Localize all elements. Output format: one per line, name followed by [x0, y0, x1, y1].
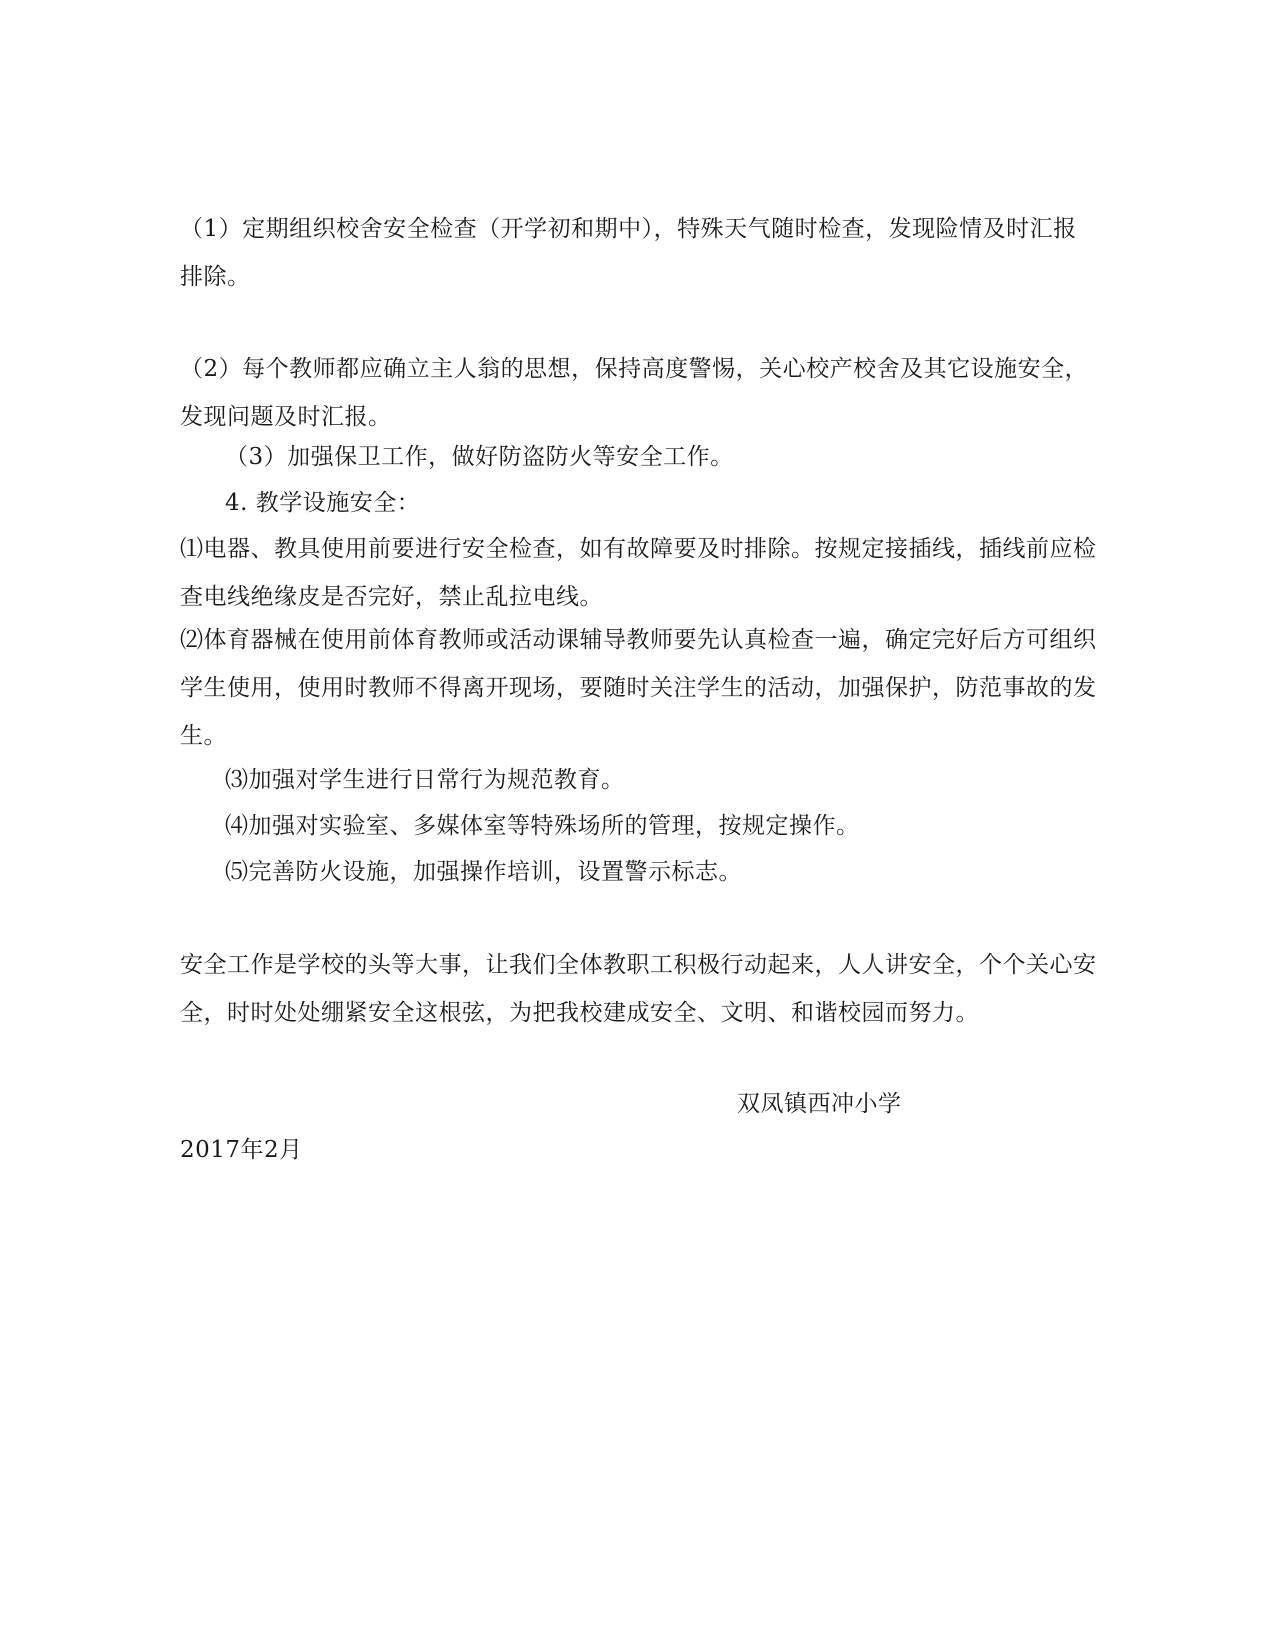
paragraph-item-fire: ⑸完善防火设施，加强操作培训，设置警示标志。 — [225, 859, 742, 885]
paragraph-item-sports-equipment: ⑵体育器械在使用前体育教师或活动课辅导教师要先认真检查一遍，确定完好后方可组织学生使用，使用时教师不得离开现场，要随时关注学生的活动，加强保护，防范事故的发生。 — [180, 627, 1097, 749]
paragraph-item-2: （2）每个教师都应确立主人翁的思想，保持高度警惕，关心校产校舍及其它设施安全，发现问题及时汇报。 — [180, 356, 1089, 430]
paragraph-item-1: （1）定期组织校舍安全检查（开学初和期中），特殊天气随时检查，发现险情及时汇报排除。 — [180, 216, 1077, 290]
paragraph-item-3: （3）加强保卫工作，做好防盗防火等安全工作。 — [225, 444, 734, 470]
paragraph-item-electric: ⑴电器、教具使用前要进行安全检查，如有故障要及时排除。按规定接插线，插线前应检查电线绝缘皮是否完好，禁止乱拉电线。 — [180, 536, 1097, 610]
closing-paragraph: 安全工作是学校的头等大事，让我们全体教职工积极行动起来，人人讲安全，个个关心安全，时时处处绷紧安全这根弦，为把我校建成安全、文明、和谐校园而努力。 — [180, 952, 1097, 1026]
document-date: 2017年2月 — [180, 1137, 303, 1163]
paragraph-item-labs: ⑷加强对实验室、多媒体室等特殊场所的管理，按规定操作。 — [225, 813, 860, 839]
paragraph-item-behavior: ⑶加强对学生进行日常行为规范教育。 — [225, 767, 625, 793]
section-heading-teaching-facilities: 4. 教学设施安全： — [225, 490, 421, 516]
signature: 双凤镇西冲小学 — [737, 1091, 902, 1117]
